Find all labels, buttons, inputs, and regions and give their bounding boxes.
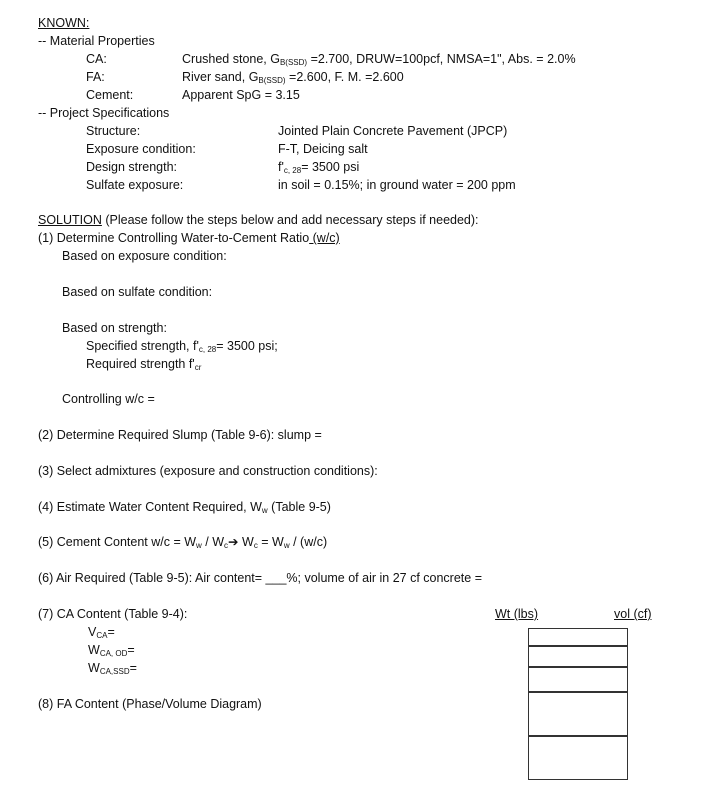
step-2: (2) Determine Required Slump (Table 9-6): slump = <box>38 428 322 442</box>
exposure-basis: Based on exposure condition: <box>62 249 227 263</box>
structure-label: Structure: <box>86 124 141 138</box>
wca-ssd-line: $W_{CA,SSD}=$ <box>88 661 137 676</box>
design-strength-value: $f'_{c, 28}= 3500$ psi <box>278 160 360 175</box>
design-strength-label: Design strength: <box>86 160 178 174</box>
column-header-wt: Wt (lbs) <box>495 607 539 621</box>
column-header-vol: vol (cf) <box>614 607 652 621</box>
sulfate-basis: Based on sulfate condition: <box>62 285 213 299</box>
project-specifications-heading: -- Project Specifications <box>38 106 170 120</box>
air-content-blank: ___ <box>265 571 287 585</box>
step-1: (1) Determine Controlling Water-to-Cement Ratio (w/c) <box>38 231 340 245</box>
step-8: (8) FA Content (Phase/Volume Diagram) <box>38 697 262 711</box>
required-strength: Required strength $f'_{cr}$ <box>86 357 202 372</box>
structure-value: Jointed Plain Concrete Pavement (JPCP) <box>278 124 508 138</box>
table-cell-wca-ssd[interactable] <box>528 667 628 692</box>
specified-strength: Specified strength, $f'_{c, 28}= 3500$ psi; <box>86 339 278 354</box>
controlling-wc: Controlling w/c = <box>62 392 155 406</box>
sulfate-exposure-label: Sulfate exposure: <box>86 178 184 192</box>
known-heading: KNOWN: <box>38 16 90 30</box>
ca-value: Crushed stone, $G_{B(SSD)} =2.700$, DRUW=100pcf, NMSA=1", Abs. = 2.0% <box>182 52 576 67</box>
exposure-label: Exposure condition: <box>86 142 196 156</box>
cement-label: Cement: <box>86 88 134 102</box>
solution-heading-line <box>38 212 479 228</box>
fa-value: River sand, $G_{B(SSD)} =2.600$, F. M. =2.600 <box>182 70 404 85</box>
wca-od-line: $W_{CA, OD}=$ <box>88 643 135 658</box>
step-6: (6) Air Required (Table 9-5): Air content= ___%; volume of air in 27 cf concrete = <box>38 571 482 585</box>
table-cell-extra[interactable] <box>528 736 628 780</box>
arrow-right-icon: ➔ <box>228 535 239 549</box>
step-5: (5) Cement Content $w/c = W_w$ / $W_c➔$ $W_c = W_w / (w/c)$ <box>38 535 328 550</box>
strength-basis: Based on strength: <box>62 321 167 335</box>
step-4: (4) Estimate Water Content Required, $W_w$ (Table 9-5) <box>38 500 331 515</box>
sulfate-exposure-value: in soil = 0.15%; in ground water = 200 ppm <box>278 178 516 192</box>
material-properties-heading: -- Material Properties <box>38 34 155 48</box>
step-3: (3) Select admixtures (exposure and construction conditions): <box>38 464 378 478</box>
solution-instruction: (Please follow the steps below and add necessary steps if needed): <box>101 213 479 227</box>
exposure-value: F-T, Deicing salt <box>278 142 368 156</box>
table-cell-fa[interactable] <box>528 692 628 736</box>
table-cell-vca[interactable] <box>528 628 628 646</box>
vca-line: $V_{CA}=$ <box>88 625 115 640</box>
fa-label: FA: <box>86 70 105 84</box>
table-cell-wca-od[interactable] <box>528 646 628 667</box>
cement-value: Apparent SpG = 3.15 <box>182 88 300 102</box>
step-7: (7) CA Content (Table 9-4): <box>38 607 188 621</box>
ca-label: CA: <box>86 52 107 66</box>
solution-heading: SOLUTION <box>38 213 102 227</box>
